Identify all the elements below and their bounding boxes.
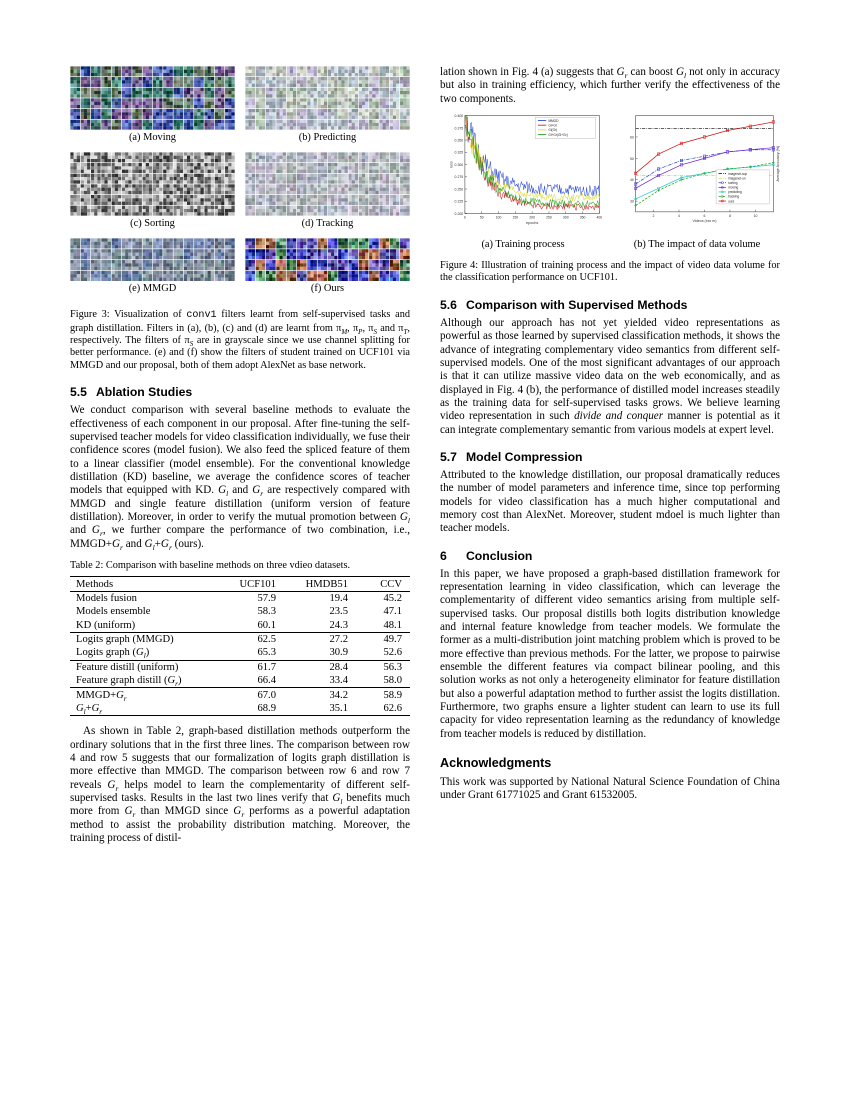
figure-3-panel-b [245, 66, 410, 151]
svg-text:100: 100 [495, 215, 502, 220]
svg-text:40: 40 [630, 178, 634, 183]
cell-value: 24.3 [329, 619, 348, 631]
svg-text:400: 400 [596, 215, 603, 220]
heading-6-number: 6 [440, 548, 447, 563]
cell-value: 58.0 [383, 675, 402, 687]
svg-text:tracking: tracking [728, 194, 740, 199]
cell-value: 58.9 [354, 688, 410, 702]
table-row [70, 619, 410, 633]
table-row [70, 632, 410, 646]
table-row [70, 591, 410, 605]
svg-text:moving: moving [728, 185, 739, 190]
figure-4-subcaption-a: (a) Training process [481, 239, 565, 251]
section-6-paragraph: In this paper, we have proposed a graph-based distillation framework for representation learning in video classification, which can leverage the complementarity of different video semantics arising from multiple self-supervised tasks. Our proposal distills both logits distribution knowledge and internal feature knowledge from teacher models. We formulate the former as a multi-distribution joint matching problem which is proved to be more effective than previous methods. For the latter, we propose to pairwise ensemble the different features via compact bilinear pooling, and this solution works as not only a heterogeneity eliminator for feature distillation but also a powerful adaptation method to further assist the logits distillation. Furthermore, two graphs ensure a lighter student can learn to use its full capacity for video representation learning as the redundancy of knowledge from teacher models is reduced by distillation. [440, 567, 780, 740]
cell-value: 45.2 [354, 591, 410, 605]
math-gr-8: $G_r$ [616, 66, 628, 81]
fig3-sub4: T [403, 327, 408, 336]
cell-value: 23.5 [329, 606, 348, 618]
cell-value: 61.7 [216, 660, 284, 674]
column-header-hmdb51: HMDB51 [284, 577, 354, 591]
svg-text:predicting: predicting [728, 190, 742, 195]
filters-moving-image [70, 66, 235, 130]
cell-value: 47.1 [383, 606, 402, 618]
heading-5-6-title: Comparison with Supervised Methods [466, 297, 688, 312]
svg-text:60: 60 [630, 135, 634, 140]
fig3-sub3: S [373, 327, 377, 336]
svg-text:imagenet-sup: imagenet-sup [728, 171, 748, 176]
table-2-caption: Table 2: Comparison with baseline methods on three vdieo datasets. [70, 560, 351, 571]
svg-text:300: 300 [562, 215, 569, 220]
section-5-6-paragraph [440, 317, 780, 437]
s55-t4: and [70, 524, 92, 537]
figure-3-caption-d: (d) Tracking [301, 217, 354, 229]
svg-text:2: 2 [652, 213, 655, 218]
cell-method: Feature graph distill $(G_r)$ [76, 675, 182, 689]
fig3-mid2: , π [362, 322, 374, 334]
cell-value: 49.7 [354, 632, 410, 646]
two-column-layout [70, 66, 780, 845]
cell-value: 33.4 [329, 675, 348, 687]
figure-3-panel-f [245, 238, 410, 302]
figure-3-panel-e [70, 238, 235, 302]
svg-text:0.325: 0.325 [454, 150, 464, 155]
rt-t2: can boost [627, 66, 676, 78]
svg-text:30: 30 [630, 199, 634, 204]
rt-t3: not only in accuracy but also in training efficiency, which further verify the effectiveness of the two components. [440, 66, 781, 105]
rt-t1: lation shown in Fig. 4 (a) suggests that [440, 66, 617, 78]
heading-5-6 [440, 298, 780, 312]
math-gr-1: $G_r$ [252, 484, 264, 499]
cell-value: 35.1 [284, 702, 354, 716]
math-gr-5: $G_r$ [107, 778, 119, 793]
svg-text:Average Accuracy (%): Average Accuracy (%) [776, 145, 780, 182]
cell-value: 62.5 [216, 632, 284, 646]
s55-t3: are respectively compared with MMGD and single feature distillation (uniform version of feature distillation). Moreover, in order to verify the mutual promotion between [70, 484, 410, 523]
svg-text:Gl(Gr): Gl(Gr) [548, 128, 558, 133]
math-gr-2: $G_r$ [91, 524, 103, 539]
pat-t4: than MMGD since [135, 805, 234, 818]
svg-text:epochs: epochs [526, 220, 539, 225]
table-row [70, 646, 410, 660]
s56-t2: manner is potential as it can integrate complementary semantic from various models at expert level. [440, 410, 780, 436]
math-gl-4: $G_l$ [332, 791, 343, 807]
table-header-row [70, 577, 410, 591]
math-gr-3: $G_r$ [112, 537, 123, 552]
filters-sorting-image [70, 152, 235, 216]
column-header-ccv: CCV [354, 577, 410, 591]
cell-value: 52.6 [383, 647, 402, 659]
cell-value: 56.3 [354, 660, 410, 674]
chart-data-volume [614, 108, 780, 258]
svg-text:4: 4 [678, 213, 680, 218]
cell-value: 67.0 [216, 688, 284, 702]
s55-t1: We conduct comparison with several baseline methods to evaluate the effectiveness of each component in our proposal. After fine-tuning the self-supervised teacher models for video classification individually, we fuse their confidence scores (model fusion). We also feed the spliced feature of them to a linear classifier (model ensemble). For the conventional knowledge distillation (KD) baseline, we average the confidence scores of teacher models that equipped with KD. [70, 404, 411, 497]
right-column [440, 66, 780, 845]
cell-value: 34.2 [284, 688, 354, 702]
math-gr-6: $G_r$ [124, 805, 136, 820]
training-process-plot [440, 108, 606, 236]
figure-3-row-2 [70, 152, 410, 237]
column-header-ucf101: UCF101 [216, 577, 284, 591]
s55-t8: (ours). [171, 537, 204, 550]
cell-value: 66.4 [257, 675, 276, 687]
svg-text:0.200: 0.200 [454, 212, 464, 217]
fig3-cap-rest: filters learnt from self-supervised tasks and graph distillation. Filters in (a), (b), (c) and (d) are learnt from π [70, 309, 410, 334]
cell-method: Models ensemble [76, 606, 151, 618]
cell-method: $G_l+G_r$ [70, 702, 216, 716]
cell-value: 60.1 [257, 619, 276, 631]
svg-text:Gl+Gr: Gl+Gr [548, 123, 558, 128]
fig3-sub2: P [358, 327, 363, 336]
heading-5-7 [440, 450, 780, 464]
heading-6-title: Conclusion [466, 548, 533, 563]
data-volume-plot [614, 108, 780, 236]
s56-italic: divide and conquer [574, 410, 664, 423]
acknowledgments-paragraph: This work was supported by National Natural Science Foundation of China under Grant 61771025 and Grant 61532005. [440, 776, 780, 802]
svg-text:0.350: 0.350 [454, 138, 464, 143]
heading-5-7-number: 5.7 [440, 449, 457, 464]
svg-text:10: 10 [753, 213, 758, 218]
figure-3 [70, 66, 410, 302]
fig3-mid1: , π [347, 322, 359, 334]
pat-t2: helps model to learn the complementarity of different self-supervised tasks. Results in the last two lines verify that [70, 778, 410, 804]
figure-3-row-3 [70, 238, 410, 302]
cell-value: 65.3 [257, 647, 276, 659]
table-2 [70, 576, 410, 716]
math-gl-1: $G_l$ [218, 484, 229, 499]
svg-text:imagenet-un: imagenet-un [728, 176, 746, 181]
svg-text:8: 8 [728, 213, 731, 218]
ablation-discussion-paragraph [70, 725, 410, 845]
fig3-sub5: S [189, 340, 194, 349]
svg-text:200: 200 [529, 215, 536, 220]
math-gl-3: $G_l$ [144, 537, 155, 552]
figure-3-panel-c [70, 152, 235, 237]
table-row [70, 674, 410, 688]
heading-5-5-number: 5.5 [70, 385, 87, 400]
svg-text:0.300: 0.300 [454, 163, 464, 168]
s55-t7: + [154, 537, 161, 550]
section-5-5-paragraph [70, 404, 410, 551]
table-row [70, 660, 410, 674]
fig3-tail1: , respectively. The filters of π [70, 322, 410, 346]
s55-t6: and [122, 537, 145, 550]
figure-4-subcaption-b: (b) The impact of data volume [633, 239, 761, 251]
figure-3-row-1 [70, 66, 410, 151]
chart-training-process [440, 108, 606, 258]
left-column [70, 66, 410, 845]
svg-text:loss: loss [449, 161, 454, 168]
math-gr-4: $G_r$ [160, 537, 172, 552]
cell-value: 27.2 [284, 632, 354, 646]
figure-3-caption [70, 309, 410, 372]
heading-5-5 [70, 385, 410, 399]
column-header-methods: Methods [70, 577, 216, 591]
heading-5-6-number: 5.6 [440, 297, 457, 312]
cell-value: 57.9 [216, 591, 284, 605]
heading-5-5-title: Ablation Studies [96, 385, 193, 400]
math-gr-7: $G_r$ [233, 805, 245, 820]
s55-t2: and [228, 484, 253, 497]
math-gl-2: $G_l$ [399, 510, 410, 526]
figure-3-caption-e: (e) MMGD [128, 283, 177, 295]
figure-3-panel-a [70, 66, 235, 151]
svg-text:50: 50 [630, 156, 634, 161]
cell-value: 68.9 [216, 702, 284, 716]
fig3-cap-mono: conv1 [186, 310, 217, 322]
figure-4 [440, 108, 780, 258]
svg-text:0: 0 [463, 215, 466, 220]
svg-text:0.275: 0.275 [454, 175, 464, 180]
heading-6 [440, 549, 780, 563]
cell-method: $MMGD+G_r$ [70, 688, 216, 702]
cell-method: Feature distill (uniform) [70, 660, 216, 674]
table-row [70, 605, 410, 618]
fig3-mid3: and π [376, 322, 404, 334]
svg-text:ours: ours [728, 199, 735, 204]
filters-predicting-image [245, 66, 410, 130]
figure-3-panel-d [245, 152, 410, 237]
svg-text:6: 6 [703, 213, 706, 218]
svg-text:MMGD: MMGD [548, 118, 559, 123]
svg-text:50: 50 [479, 215, 484, 220]
table-row [70, 702, 410, 716]
svg-text:sorting: sorting [728, 181, 738, 186]
pat-t3: benefits much more from [70, 791, 410, 818]
table-2-wrapper [70, 560, 410, 716]
figure-3-caption-f: (f) Ours [310, 283, 345, 295]
section-5-7-paragraph: Attributed to the knowledge distillation, our proposal dramatically reduces the number of model parameters and inference time, since top performing models for video classification has a much higher computational and memory cost than AlexNet. Moreover, student mdoel is much lighter than teacher models. [440, 468, 780, 535]
svg-text:150: 150 [512, 215, 519, 220]
cell-method: Logits graph $(G_l)$ [76, 647, 150, 661]
cell-method: KD (uniform) [76, 619, 136, 631]
figure-3-caption-c: (c) Sorting [130, 217, 175, 229]
svg-text:0.250: 0.250 [454, 187, 464, 192]
cell-value: 48.1 [383, 619, 402, 631]
cell-method: Logits graph (MMGD) [70, 632, 216, 646]
cell-value: 58.3 [257, 606, 276, 618]
svg-text:0.225: 0.225 [454, 199, 464, 204]
filters-ours-image [245, 238, 410, 281]
math-gl-5: $G_l$ [675, 66, 687, 81]
svg-text:0.375: 0.375 [454, 126, 464, 131]
heading-5-7-title: Model Compression [466, 449, 583, 464]
s55-t5: , we further compare the performance of two combination, i.e., MMGD+ [70, 524, 410, 550]
figure-4-caption: Figure 4: Illustration of training process and the impact of video data volume for the classification performance on UCF101. [440, 260, 780, 284]
svg-text:0.400: 0.400 [454, 114, 464, 119]
fig3-sub1: M [341, 327, 348, 336]
cell-value: 19.4 [284, 591, 354, 605]
cell-value: 28.4 [284, 660, 354, 674]
svg-text:Videos (xxx m): Videos (xxx m) [692, 219, 717, 224]
fig3-tail2: are in grayscale since we use channel splitting for better performance. (e) and (f) show the filters of student trained on UCF101 via MMGD and our proposal, both of them adopt AlexNet as base network. [70, 335, 410, 371]
figure-3-caption-b: (b) Predicting [298, 131, 357, 143]
svg-text:350: 350 [579, 215, 586, 220]
s56-t1: Although our approach has not yet yielded video representations as powerful as those learned by supervised classification methods, it shows the advance of integrating complementary video semantics from different self-supervised models. One of the most significant advantages of our approach is that it can utilize massive video data on the web economically, and as displayed in Fig. 4 (b), the performance of distilled model increases steadily as the training data for self-supervised tasks grows. We believe learning video representation in such [440, 316, 780, 423]
fig3-cap-lead: Figure 3: Visualization of [70, 309, 187, 321]
pat-t5: performs as a powerful adaptation method to assist the probability distribution matching. Moreover, the training process of distil- [70, 805, 410, 844]
cell-value: 62.6 [354, 702, 410, 716]
pat-t1: As shown in Table 2, graph-based distillation methods outperform the ordinary solutions that in the first three lines. The comparison between row 4 and row 5 suggests that our formalization of logits graph distillation is more effective than MMGD. The comparison between row 6 and row 7 reveals [70, 725, 410, 791]
cell-method: Models fusion [70, 591, 216, 605]
svg-text:250: 250 [546, 215, 552, 220]
svg-text:Gl+Gr(Gl+Gr): Gl+Gr(Gl+Gr) [548, 132, 568, 137]
continuation-paragraph [440, 66, 780, 106]
filters-mmgd-image [70, 238, 235, 281]
filters-tracking-image [245, 152, 410, 216]
figure-3-caption-a: (a) Moving [128, 131, 177, 143]
cell-value: 30.9 [329, 647, 348, 659]
table-row [70, 688, 410, 702]
heading-acknowledgments: Acknowledgments [440, 756, 552, 771]
